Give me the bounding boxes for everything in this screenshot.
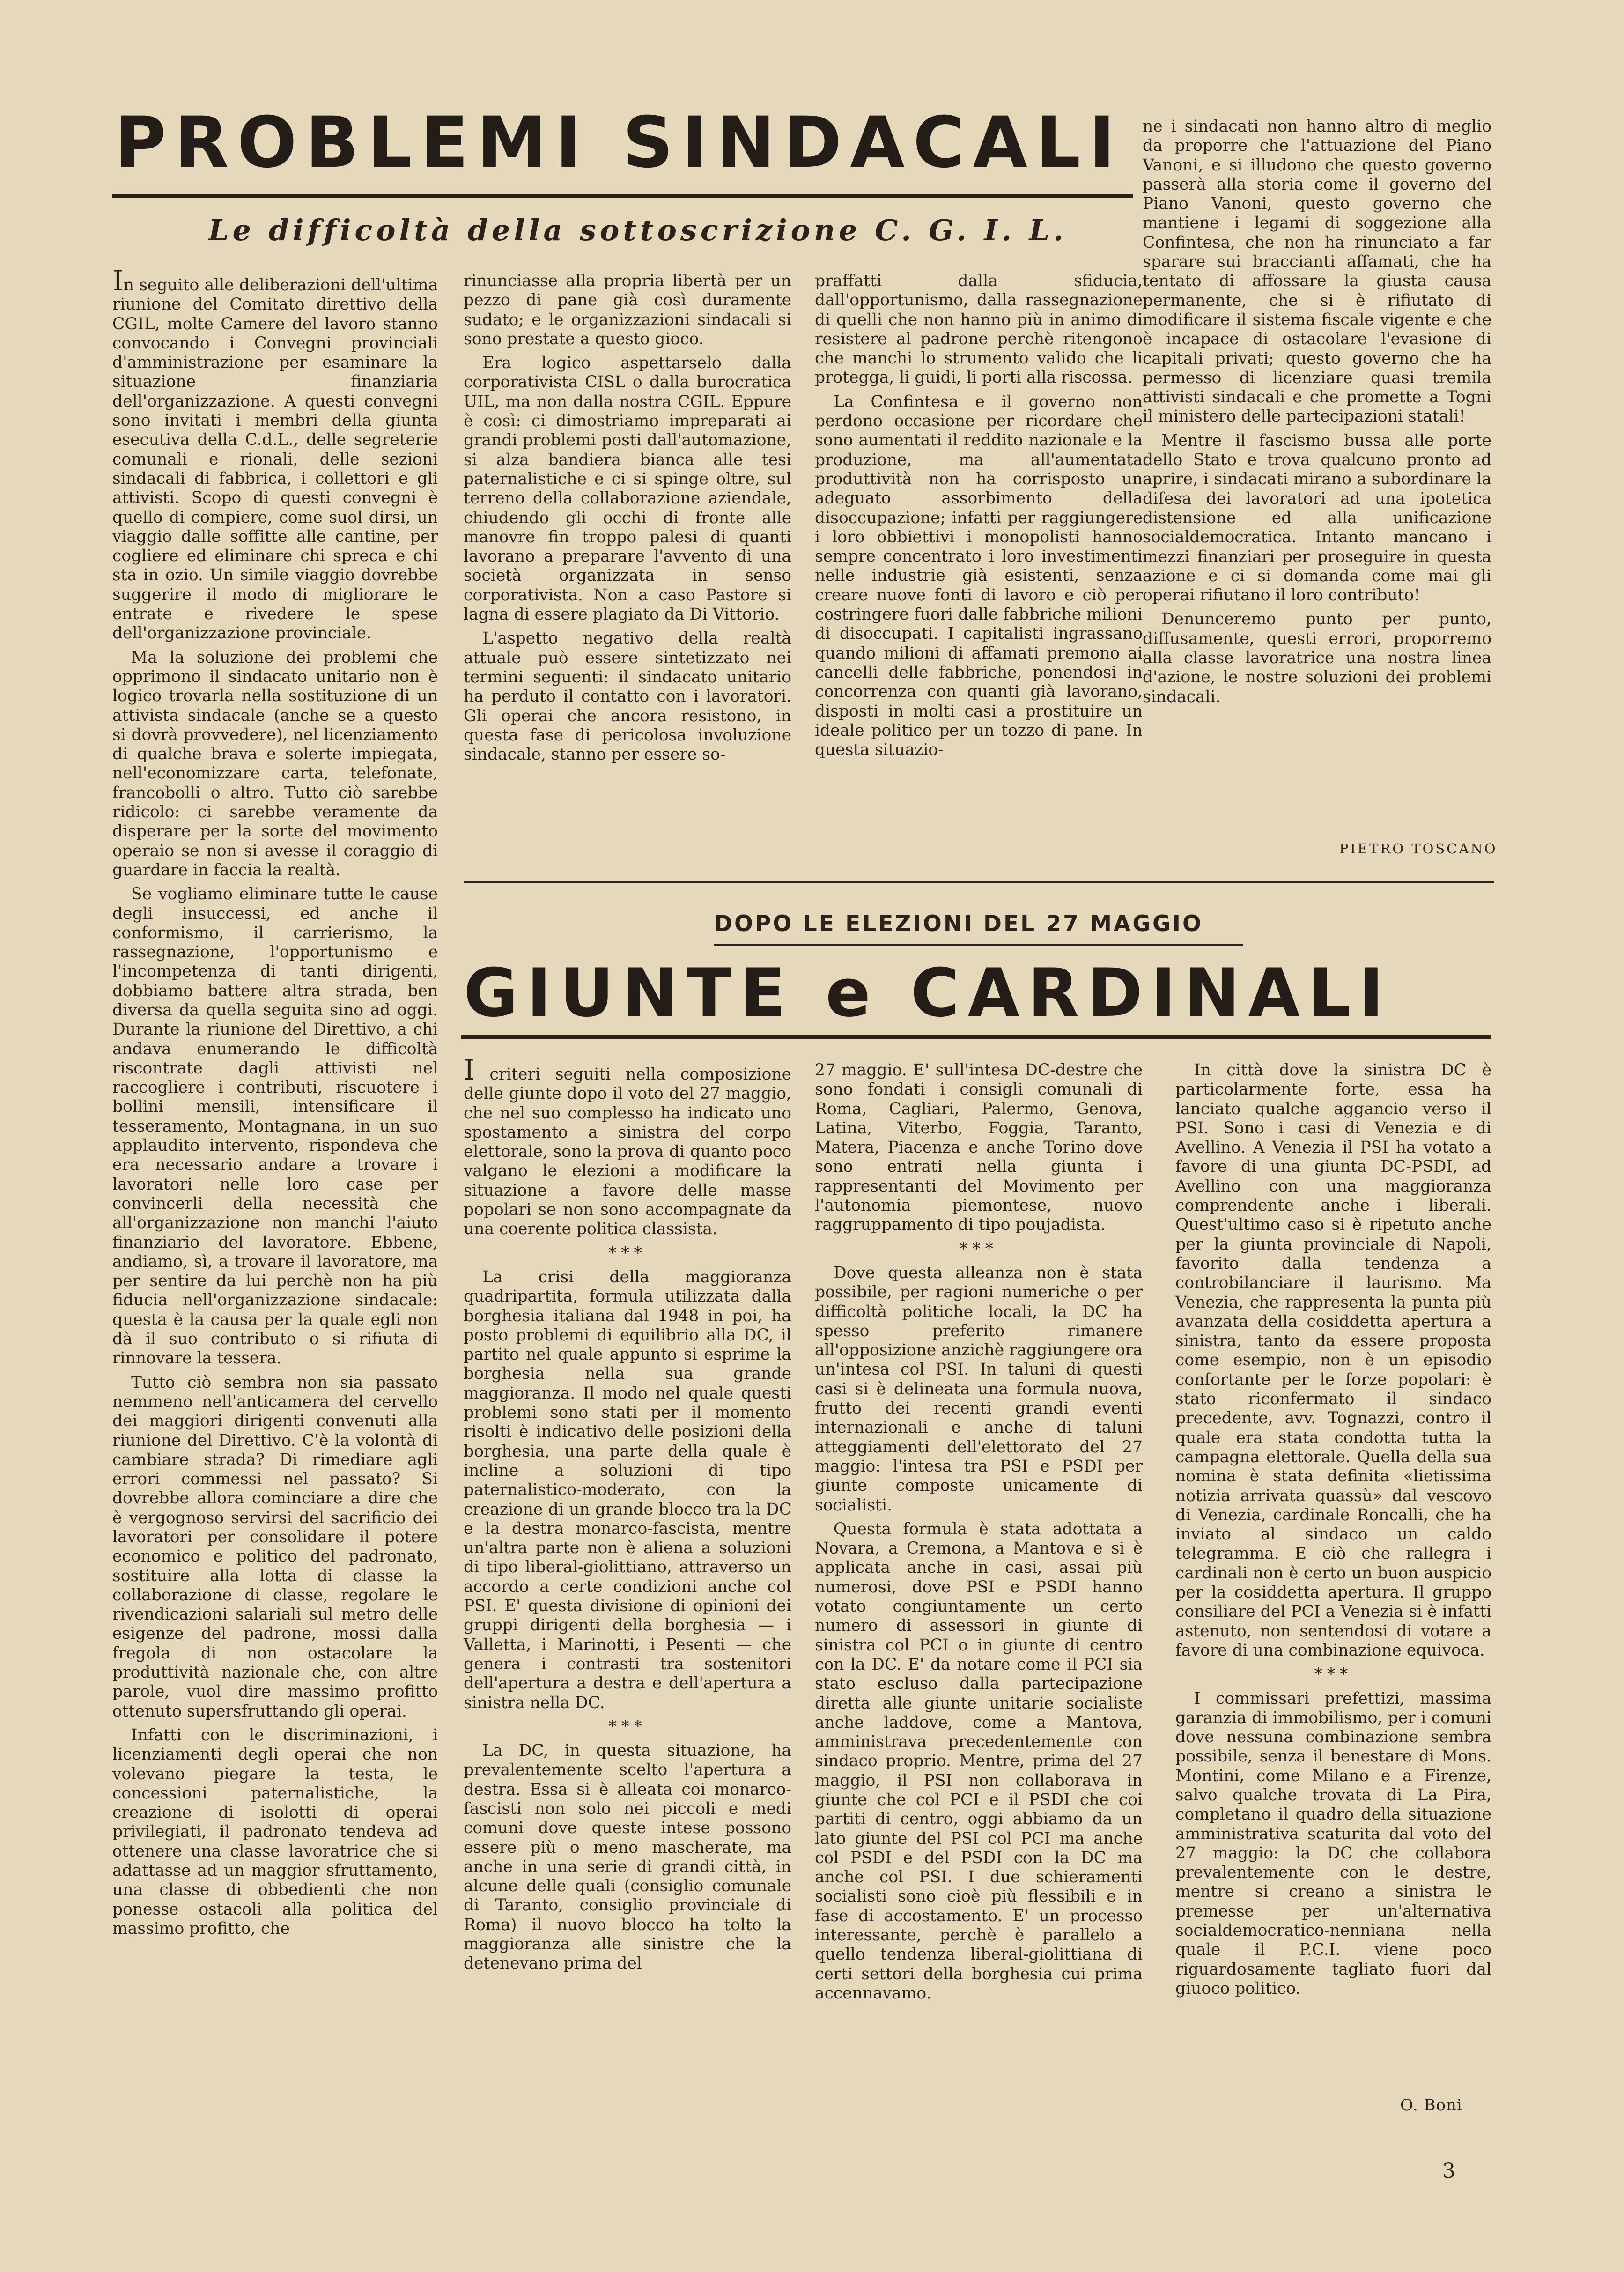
- paragraph: La Confintesa e il governo non perdono occasione per ricordare che sono aumentati il reddito nazionale e la produzione, ma all'aumentata produttività non ha corrisposto un adeguato assorbimento della disoccupazione; infatti per raggiungere i loro obbiettivi i monopolisti hanno sempre concentrato i loro investimenti nelle industrie già esistenti, senza creare nuove fonti di lavoro e ciò per costringere fuori dalle fabbriche milioni di disoccupati. I capitalisti ingrassano quando milioni di affamati premono ai cancelli delle fabbriche, ponendosi in concorrenza con quanti già lavorano, disposti in molti casi a prostituire un ideale politico per un tozzo di pane. In questa situazio-: [815, 392, 1143, 760]
- article1-column-2: [464, 272, 791, 769]
- section-separator: ***: [1314, 1665, 1353, 1684]
- paragraph: Mentre il fascismo bussa alle porte dello Stato e trova qualcuno pronto ad aprire, i sindacati mirano a subordinare la difesa dei lavoratori ad una ipotetica distensione ed alla unificazione socialdemocratica. Intanto mancano i mezzi finanziari per proseguire in questa azione e ci si domanda come mai gli operai rifiutano il loro contributo!: [1143, 431, 1491, 605]
- paragraph: Era logico aspettarselo dalla corporativista CISL o dalla burocratica UIL, ma non dalla nostra CGIL. Eppure è così: ci dimostriamo impreparati ai grandi problemi posti dall'automazione, si alza bandiera bianca alle tesi paternalistiche e ci si spinge oltre, sul terreno della collaborazione aziendale, chiudendo gli occhi di fronte alle manovre fin troppo palesi di quanti lavorano a preparare l'avvento di una società organizzata in senso corporativista. Non a caso Pastore si lagna di essere plagiato da Di Vittorio.: [464, 354, 791, 624]
- article-subtitle: Le difficoltà della sottoscrizione C. G. I. L.: [208, 213, 1067, 247]
- article-separator: [464, 881, 1494, 883]
- paragraph: I commissari prefettizi, massima garanzia di immobilismo, per i comuni dove nessuna combinazione sembra possibile, senza il benestare di Mons. Montini, come Milano e a Firenze, salvo qualche trovata di La Pira, completano il quadro della situazione amministrativa scaturita dal voto del 27 maggio: la DC che collabora prevalentemente con le destre, mentre si creano a sinistra le premesse per un'alternativa socialdemocratico-nenniana nella quale il P.C.I. viene poco riguardosamente tagliato fuori dal giuoco politico.: [1175, 1689, 1491, 1998]
- paragraph: La crisi della maggioranza quadripartita, formula utilizzata dalla borghesia italiana dal 1948 in poi, ha posto problemi di equilibrio alla DC, il partito nel quale appunto si esprime la borghesia nella sua grande maggioranza. Il modo nel quale questi problemi sono stati per il momento risolti è indicativo delle posizioni della borghesia, una parte della quale è incline a soluzioni di tipo paternalistico-moderato, con la creazione di un grande blocco tra la DC e la destra monarco-fascista, mentre un'altra parte non è aliena a soluzioni di tipo liberal-giolittiano, attraverso un accordo a certe condizioni anche col PSI. E' questa divisione di opinioni dei gruppi dirigenti della borghesia — i Valletta, i Marinotti, i Pesenti — che genera i contrasti tra sostenitori dell'apertura a destra e dell'apertura a sinistra nella DC.: [464, 1267, 791, 1712]
- article2-column-2: [815, 1061, 1143, 2008]
- paragraph: Ma la soluzione dei problemi che opprimono il sindacato unitario non è logico trovarla nella sostituzione di un attivista sindacale (anche se a questo si dovrà provvedere), nel licenziamento di qualche brava e solerte impiegata, nell'economizzare carta, telefonate, francobolli o altro. Tutto ciò sarebbe ridicolo: ci sarebbe veramente da disperare per la sorte del movimento operaio se non si avesse il coraggio di guardare in faccia la realtà.: [112, 648, 438, 880]
- article2-author: O. Boni: [1400, 2096, 1462, 2115]
- paragraph: rinunciasse alla propria libertà per un pezzo di pane già così duramente sudato; e le organizzazioni sindacali si sono prestate a questo gioco.: [464, 272, 791, 348]
- paragraph: La DC, in questa situazione, ha prevalentemente scelto l'apertura a destra. Essa si è alleata coi monarco-fascisti non solo nei piccoli e medi comuni dove queste intese possono essere più o meno mascherate, ma anche in una serie di grandi città, in alcune delle quali (consiglio comunale di Taranto, consiglio provinciale di Roma) il nuovo blocco ha tolto la maggioranza alle sinistre che la detenevano prima del: [464, 1741, 791, 1973]
- paragraph: I criteri seguiti nella composizione delle giunte dopo il voto del 27 maggio, che nel suo complesso ha indicato uno spostamento a sinistra del corpo elettorale, sono la prova di quanto poco valgano le elezioni a modificare la situazione a favore delle masse popolari se non sono accompagnate da una coerente politica classista.: [464, 1054, 791, 1239]
- paragraph: L'aspetto negativo della realtà attuale può essere sintetizzato nei termini seguenti: il sindacato unitario ha perduto il contatto con i lavoratori. Gli operai che ancora resistono, in questa fase di pericolosa involuzione sindacale, stanno per essere so-: [464, 629, 791, 764]
- title2-rule: [461, 1035, 1491, 1039]
- paragraph: Infatti con le discriminazioni, i licenziamenti degli operai che non volevano piegare la testa, le concessioni paternalistiche, la creazione di isolotti di operai privilegiati, il padronato tendeva ad ottenere una classe lavoratrice che si adattasse ad un maggior sfruttamento, una classe di obbedienti che non ponesse ostacoli alla politica del massimo profitto, che: [112, 1725, 438, 1938]
- paragraph: 27 maggio. E' sull'intesa DC-destre che sono fondati i consigli comunali di Roma, Cagliari, Palermo, Genova, Latina, Viterbo, Foggia, Taranto, Matera, Piacenza e anche Torino dove sono entrati nella giunta i rappresentanti del Movimento per l'autonomia piemontese, nuovo raggruppamento di tipo poujadista.: [815, 1061, 1143, 1235]
- section-separator: ***: [960, 1239, 998, 1258]
- paragraph: ne i sindacati non hanno altro di meglio da proporre che l'attuazione del Piano Vanoni, e si illudono che questo governo passerà alla storia come il governo del Piano Vanoni, questo governo che mantiene i legami di soggezione alla Confintesa, che non ha rinunciato a far sparare sui braccianti affamati, che ha tentato di affossare la giusta causa permanente, che si è rifiutato di modificare il sistema fiscale vigente e che è incapace di ostacolare l'evasione di capitali privati; questo governo che ha permesso di licenziare quasi tremila attivisti sindacali e che promette a Togni il ministero delle partecipazioni statali!: [1143, 117, 1491, 426]
- article-title-giunte-e-cardinali: GIUNTE e CARDINALI: [464, 955, 1392, 1032]
- section-separator: ***: [608, 1243, 647, 1263]
- article2-column-1: [464, 1054, 791, 1978]
- kicker-rule: [714, 944, 1243, 946]
- article1-author: PIETRO TOSCANO: [1339, 841, 1498, 857]
- paragraph: In seguito alle deliberazioni dell'ultima riunione del Comitato direttivo della CGIL, molte Camere del lavoro stanno convocando i Convegni provinciali d'amministrazione per esaminare la situazione finanziaria dell'organizzazione. A questi convegni sono invitati i membri della giunta esecutiva della C.d.L., delle segreterie comunali e rionali, delle sezioni sindacali di fabbrica, i collettori e gli attivisti. Scopo di questi convegni è quello di compiere, come suol dirsi, un viaggio dalle soffitte alle cantine, per cogliere ed eliminare chi spreca e chi sta in ozio. Un simile viaggio dovrebbe suggerire il modo di migliorare le entrate e rivedere le spese dell'organizzazione provinciale.: [112, 265, 438, 643]
- article-kicker: DOPO LE ELEZIONI DEL 27 MAGGIO: [714, 911, 1203, 937]
- section-separator: ***: [608, 1717, 647, 1736]
- paragraph: Denunceremo punto per punto, diffusamente, questi errori, proporremo alla classe lavoratrice una nostra linea d'azione, le nostre soluzioni dei problemi sindacali.: [1143, 610, 1491, 706]
- page-number: 3: [1442, 2159, 1455, 2183]
- article1-column-1: [112, 265, 438, 1943]
- paragraph: Se vogliamo eliminare tutte le cause degli insuccessi, ed anche il conformismo, il carrierismo, la rassegnazione, l'opportunismo e l'incompetenza di tanti dirigenti, dobbiamo battere altra strada, ben diversa da quella seguita sino ad oggi. Durante la riunione del Direttivo, a chi andava enumerando le difficoltà riscontrate dagli attivisti nel raccogliere i contributi, riscuotere i bollini mensili, intensificare il tesseramento, Montagnana, in un suo applaudito intervento, rispondeva che era necessario andare a trovare i lavoratori nelle loro case per convincerli della necessità che all'organizzazione non manchi l'aiuto finanziario del lavoratore. Ebbene, andiamo, sì, a trovare il lavoratore, ma per sentire da lui perchè non ha più fiducia nell'organizzazione sindacale: questa è la causa per la quale egli non dà il suo contributo o si rifiuta di rinnovare la tessera.: [112, 885, 438, 1368]
- article2-column-3: [1175, 1061, 1491, 2003]
- article1-column-4: [1143, 117, 1491, 711]
- article-title-problemi-sindacali: PROBLEMI SINDACALI: [115, 102, 1124, 184]
- paragraph: praffatti dalla sfiducia, dall'opportunismo, dalla rassegnazione di quelli che non hanno più in animo di resistere al padrone perchè ritengono che manchi lo strumento valido che li protegga, li guidi, li porti alla riscossa.: [815, 272, 1143, 387]
- paragraph: Questa formula è stata adottata a Novara, a Cremona, a Mantova e si è applicata anche in casi, assai più numerosi, dove PSI e PSDI hanno votato congiuntamente un certo numero di assessori in giunte di sinistra col PCI o in giunte di centro con la DC. E' da notare come il PCI sia stato escluso dalla partecipazione diretta alle giunte unitarie socialiste anche laddove, come a Mantova, amministrava precedentemente con sindaco proprio. Mentre, prima del 27 maggio, il PSI non collaborava in giunte che col PCI e il PSDI che coi partiti di centro, oggi abbiamo da un lato giunte del PSI col PCI ma anche col PSDI e del PSDI con la DC ma anche col PSI. I due schieramenti socialisti sono cioè più flessibili e in fase di accostamento. E' un processo interessante, perchè è parallelo a quello tendenza liberal-giolittiana di certi settori della borghesia cui prima accennavamo.: [815, 1519, 1143, 2003]
- paragraph: Tutto ciò sembra non sia passato nemmeno nell'anticamera del cervello dei maggiori dirigenti convenuti alla riunione del Direttivo. C'è la volontà di cambiare strada? Di rimediare agli errori commessi nel passato? Si dovrebbe allora cominciare a dire che è vergognoso servirsi del sacrificio dei lavoratori per consolidare il potere economico e politico del padronato, sostituire alla lotta di classe la collaborazione di classe, regolare le rivendicazioni salariali sul metro delle esigenze del padrone, mossi dalla fregola di non ostacolare la produttività nazionale che, con altre parole, vuol dire massimo profitto ottenuto supersfruttando gli operai.: [112, 1373, 438, 1721]
- paragraph: Dove questa alleanza non è stata possibile, per ragioni numeriche o per difficoltà politiche locali, la DC ha spesso preferito rimanere all'opposizione anzichè raggiungere ora un'intesa col PSI. In taluni di questi casi si è delineata una formula nuova, frutto dei recenti grandi eventi internazionali e anche di taluni atteggiamenti dell'elettorato del 27 maggio: l'intesa tra PSI e PSDI per giunte composte unicamente di socialisti.: [815, 1263, 1143, 1515]
- title-rule: [112, 194, 1133, 198]
- paragraph: In città dove la sinistra DC è particolarmente forte, essa ha lanciato qualche aggancio verso il PSI. Sono i casi di Venezia e di Avellino. A Venezia il PSI ha votato a favore di una giunta DC-PSDI, ad Avellino con una maggioranza comprendente anche i liberali. Quest'ultimo caso si è ripetuto anche per la giunta provinciale di Napoli, favorito dalla tendenza a controbilanciare il laurismo. Ma Venezia, che rappresenta la punta più avanzata della cosiddetta apertura a sinistra, tanto da essere proposta come esempio, non è un episodio confortante per le forze popolari: è stato riconfermato il sindaco precedente, avv. Tognazzi, contro il quale era stata condotta tutta la campagna elettorale. Quella della sua nomina è stata definita «lietissima notizia arrivata quassù» dal vescovo di Venezia, cardinale Roncalli, che ha inviato al sindaco un caldo telegramma. E ciò che rallegra i cardinali non è certo un buon auspicio per la cosiddetta apertura. Il gruppo consiliare del PCI a Venezia si è infatti astenuto, non sentendosi di votare a favore di una combinazione equivoca.: [1175, 1061, 1491, 1660]
- article1-column-3: [815, 272, 1143, 764]
